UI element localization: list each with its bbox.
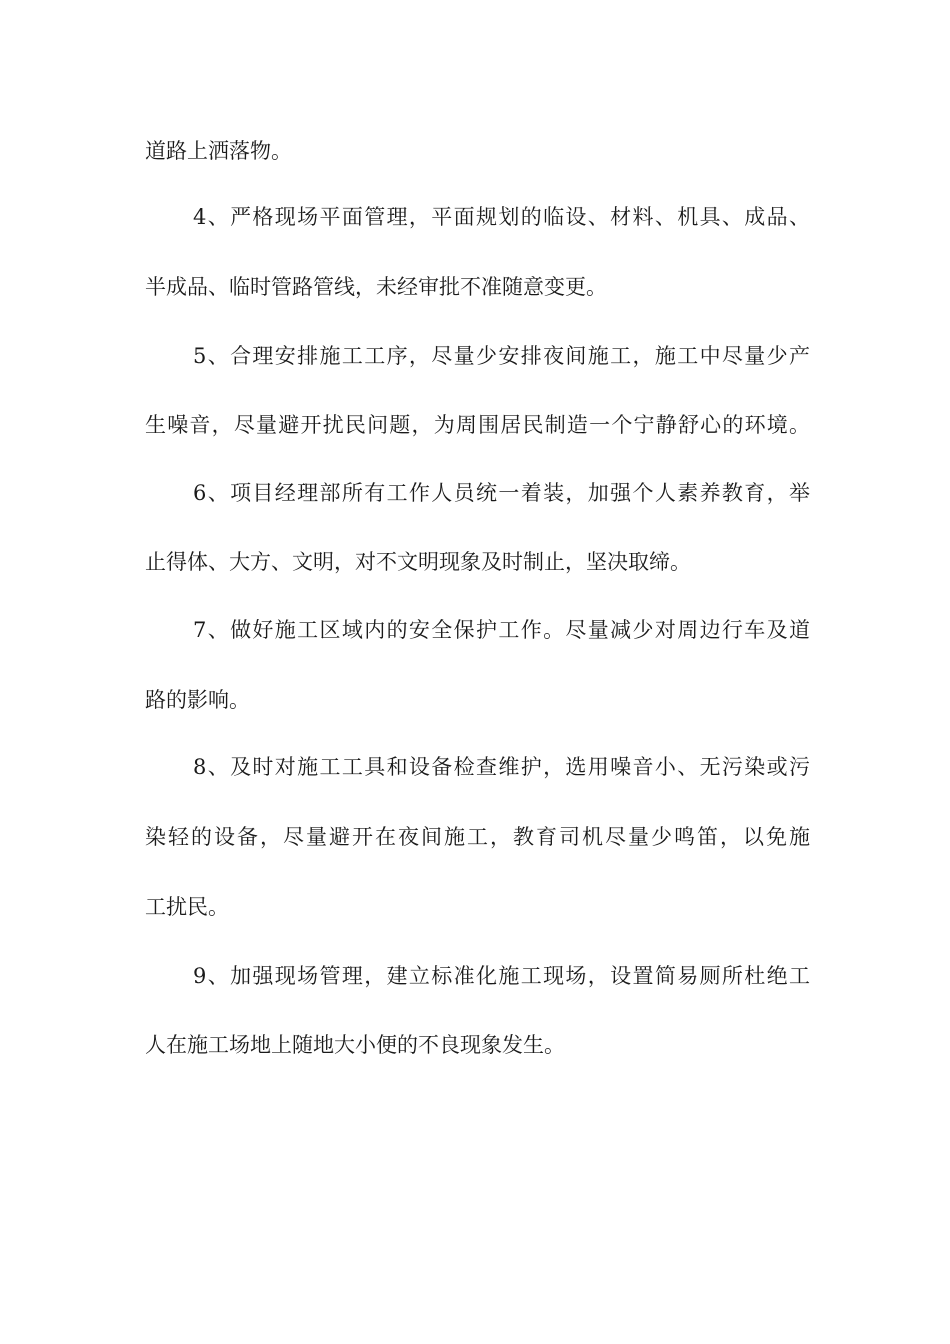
text-line-6: 6、项目经理部所有工作人员统一着装，加强个人素养教育，举 — [193, 481, 810, 505]
text-line-2: 4、严格现场平面管理，平面规划的临设、材料、机具、成品、 — [193, 205, 810, 229]
text-line-14: 人在施工场地上随地大小便的不良现象发生。 — [145, 1033, 565, 1057]
text-line-4: 5、合理安排施工工序，尽量少安排夜间施工，施工中尽量少产 — [193, 344, 810, 368]
text-line-3: 半成品、临时管路管线，未经审批不准随意变更。 — [145, 275, 607, 299]
text-line-11: 染轻的设备，尽量避开在夜间施工，教育司机尽量少鸣笛，以免施 — [145, 825, 810, 849]
text-line-12: 工扰民。 — [145, 895, 229, 919]
text-line-13: 9、加强现场管理，建立标准化施工现场，设置简易厕所杜绝工 — [193, 964, 810, 988]
text-line-7: 止得体、大方、文明，对不文明现象及时制止，坚决取缔。 — [145, 550, 691, 574]
text-line-5: 生噪音，尽量避开扰民问题，为周围居民制造一个宁静舒心的环境。 — [145, 413, 810, 437]
text-line-1: 道路上洒落物。 — [145, 139, 292, 163]
text-line-9: 路的影响。 — [145, 688, 250, 712]
text-line-10: 8、及时对施工工具和设备检查维护，选用噪音小、无污染或污 — [193, 755, 810, 779]
text-line-8: 7、做好施工区域内的安全保护工作。尽量减少对周边行车及道 — [193, 618, 810, 642]
